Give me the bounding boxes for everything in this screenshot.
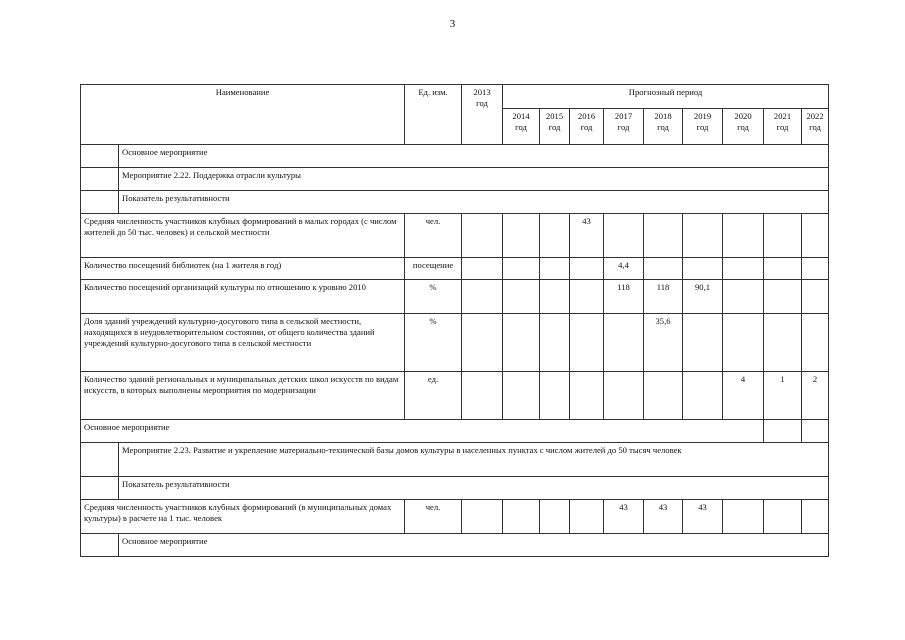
row-value: 43 [683,500,723,534]
row-value: 4 [723,372,764,420]
table-row [81,214,829,258]
row-unit: чел. [405,500,462,534]
header-unit: Ед. изм. [405,85,462,145]
year-header: 2018 год [644,109,683,145]
row-value: 1 [764,372,802,420]
section-main-event: Основное мероприятие [81,420,764,443]
section-event-2-23: Мероприятие 2.23. Развитие и укрепление материально-технической базы домов культуры в населенных пунктах с числом жителей до 50 тысяч человек [119,443,829,477]
row-value: 2 [802,372,829,420]
header-base-year: 2013 год [462,85,503,145]
header-forecast: Прогнозный период [503,85,829,109]
row-unit: % [405,280,462,314]
row-unit: ед. [405,372,462,420]
row-name: Средняя численность участников клубных формирований в малых городах (с числом жителей до 50 тыс. человек) и сельской местности [81,214,405,258]
year-header: 2020 год [723,109,764,145]
section-indicator: Показатель результативности [119,477,829,500]
table-row [81,258,829,280]
section-main-event: Основное мероприятие [119,145,829,168]
section-event-2-22: Мероприятие 2.22. Поддержка отрасли культуры [119,168,829,191]
row-value: 43 [644,500,683,534]
header-name: Наименование [81,85,405,145]
section-indicator: Показатель результативности [119,191,829,214]
row-unit: чел. [405,214,462,258]
section-main-event: Основное мероприятие [119,534,829,557]
year-header: 2017 год [604,109,644,145]
page-number: 3 [449,18,456,30]
row-name: Количество посещений организаций культуры по отношению к уровню 2010 [81,280,405,314]
row-value: 43 [570,214,604,258]
row-value: 90,1 [683,280,723,314]
row-unit: % [405,314,462,372]
year-header: 2019 год [683,109,723,145]
table-row [81,314,829,372]
indicators-table [80,84,829,557]
row-name: Средняя численность участников клубных формирований (в муниципальных домах культуры) в расчете на 1 тыс. человек [81,500,405,534]
row-value: 118 [604,280,644,314]
table-row [81,500,829,534]
row-value: 43 [604,500,644,534]
row-name: Количество зданий региональных и муниципальных детских школ искусств по видам искусств, в которых выполнены мероприятия по модернизации [81,372,405,420]
year-header: 2021 год [764,109,802,145]
row-name: Доля зданий учреждений культурно-досугового типа в сельской местности, находящихся в неудовлетворительном состоянии, от общего количества зданий учреждений культурно-досугового типа в сельской местности [81,314,405,372]
row-value: 35,6 [644,314,683,372]
table-row [81,372,829,420]
row-value: 118 [644,280,683,314]
year-header: 2016 год [570,109,604,145]
row-name: Количество посещений библиотек (на 1 жителя в год) [81,258,405,280]
table-row [81,280,829,314]
year-header: 2015 год [540,109,570,145]
year-header: 2014 год [503,109,540,145]
row-value: 4,4 [604,258,644,280]
year-header: 2022 год [802,109,829,145]
row-unit: посещение [405,258,462,280]
